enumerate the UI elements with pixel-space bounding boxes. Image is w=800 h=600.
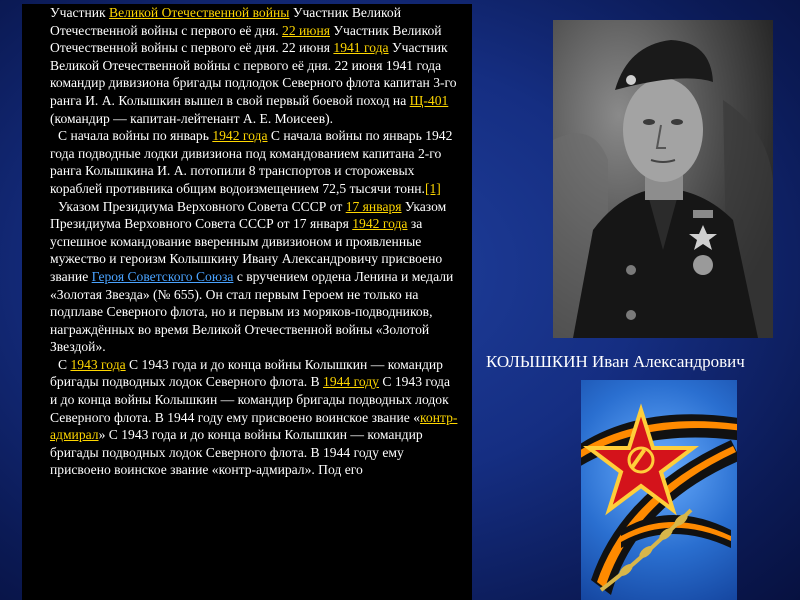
link-1942[interactable]: 1942 года bbox=[212, 128, 268, 144]
link-1943[interactable]: 1943 года bbox=[70, 356, 126, 372]
link-hero-soviet-union[interactable]: Героя Советского Союза bbox=[91, 268, 234, 284]
text-run: с вручением ордена Ленина и медали «Золотая Звезда» (№ 655). Он стал первым Героем не только на подплаве Северного флота, но и первым из моряков-подводников, награждённых во время Великой Отечественной войны «Золотой Звездой». bbox=[50, 268, 454, 355]
text-run: Участник Великой Отечественной войны с первого её дня. bbox=[50, 5, 401, 38]
victory-postcard bbox=[581, 380, 737, 600]
portrait-caption: КОЛЫШКИН Иван Александрович bbox=[486, 352, 745, 371]
paragraph-1 bbox=[50, 4, 460, 127]
link-rear-admiral[interactable]: контр-адмирал bbox=[50, 409, 458, 443]
portrait-photo bbox=[553, 20, 773, 338]
link-sh-401[interactable]: Щ-401 bbox=[409, 92, 449, 108]
text-run: С начала войны по январь 1942 года подводные лодки дивизиона под командованием капитана 2-го ранга Колышкина И. А. потопили 8 транспортов и сторожевых кораблей противника общим водоизмещением 72,5 тысячи тонн. bbox=[50, 128, 453, 196]
portrait-icon bbox=[553, 20, 773, 338]
link-january-17[interactable]: 17 января bbox=[345, 198, 402, 214]
text-run: Участник Великой Отечественной войны с первого её дня. 22 июня bbox=[50, 22, 442, 56]
paragraph-2 bbox=[50, 127, 460, 197]
text-run: С начала войны по январь bbox=[58, 128, 213, 144]
text-run: С bbox=[58, 356, 71, 372]
text-run: Участник Великой Отечественной войны с первого её дня. 22 июня 1941 года командир дивизиона бригады подлодок Северного флота капитан 3-го ранга И. А. Колышкин вышел в свой первый боевой поход на bbox=[50, 40, 457, 108]
paragraph-3 bbox=[50, 198, 460, 356]
text-run: (командир — капитан-лейтенант А. Е. Моисеев). bbox=[50, 110, 334, 126]
text-run: за успешное командование вверенным дивизионом и проявленные мужество и героизм Колышкину Ивану Александровичу присвоено звание bbox=[50, 216, 443, 284]
red-star-icon bbox=[581, 380, 737, 600]
link-great-patriotic-war[interactable]: Великой Отечественной войны bbox=[109, 5, 290, 20]
text-run: С 1943 года и до конца войны Колышкин — командир бригады подводных лодок Северного флота. В bbox=[50, 356, 443, 390]
link-1941[interactable]: 1941 года bbox=[333, 40, 389, 56]
link-1944[interactable]: 1944 году bbox=[323, 374, 379, 390]
link-reference-1[interactable]: [1] bbox=[424, 180, 441, 196]
text-run: Указом Президиума Верховного Совета СССР от 17 января bbox=[50, 198, 447, 232]
text-run: Участник bbox=[50, 5, 110, 20]
text-run: » С 1943 года и до конца войны Колышкин — командир бригады подводных лодок Северного флота. В 1944 году ему присвоено воинское звание «контр-адмирал». Под его bbox=[50, 427, 423, 478]
text-run: Указом Президиума Верховного Совета СССР от bbox=[58, 198, 346, 214]
link-june-22[interactable]: 22 июня bbox=[282, 22, 330, 38]
link-1942-b[interactable]: 1942 года bbox=[352, 216, 408, 232]
text-run: С 1943 года и до конца войны Колышкин — командир бригады подводных лодок Северного флота. В 1944 году ему присвоено воинское звание « bbox=[50, 374, 451, 425]
paragraph-4 bbox=[50, 356, 460, 479]
article-text bbox=[22, 4, 472, 600]
